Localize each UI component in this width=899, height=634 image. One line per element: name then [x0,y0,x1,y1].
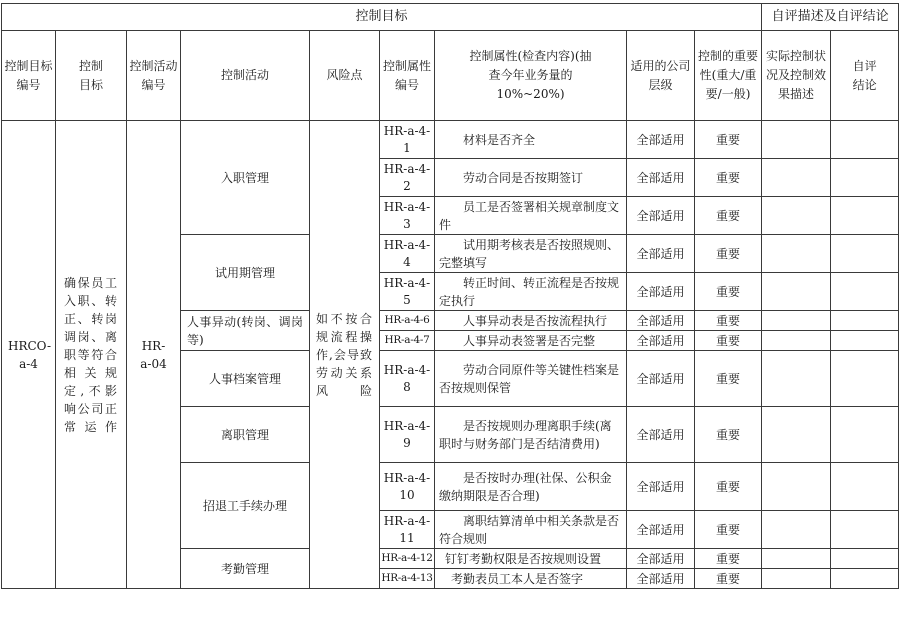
activity-label: 离职管理 [181,407,310,463]
attr-content [435,273,627,311]
scope-cell: 全部适用 [627,407,695,463]
importance-cell: 重要 [695,569,762,589]
table-row [2,121,899,159]
importance-cell: 重要 [695,511,762,549]
actual-status-cell [762,549,831,569]
title-self-eval: 自评描述及自评结论 [762,4,899,31]
actual-status-cell [762,311,831,331]
actual-status-cell [762,463,831,511]
attr-content [435,311,627,331]
title-row [2,4,899,31]
header-actual-status: 实际控制状况及控制效果描述 [762,31,831,121]
attr-code: HR-a-4-5 [380,273,435,311]
self-conclusion-cell [831,197,899,235]
attr-code: HR-a-4-1 [380,121,435,159]
importance-cell: 重要 [695,159,762,197]
attr-code: HR-a-4-8 [380,351,435,407]
attr-content-text: 员工是否签署相关规章制度文件 [439,199,620,232]
attr-code: HR-a-4-7 [380,331,435,351]
self-conclusion-cell [831,463,899,511]
self-conclusion-cell [831,159,899,197]
attr-content-text: 劳动合同原件等关键性档案是否按规则保管 [439,362,620,395]
header-scope: 适用的公司层级 [627,31,695,121]
importance-cell: 重要 [695,463,762,511]
scope-cell: 全部适用 [627,569,695,589]
attr-content-text: 钉钉考勤权限是否按规则设置 [445,551,602,566]
self-conclusion-cell [831,235,899,273]
attr-code: HR-a-4-13 [380,569,435,589]
scope-cell: 全部适用 [627,351,695,407]
scope-cell: 全部适用 [627,311,695,331]
actual-status-cell [762,273,831,311]
attr-content [435,197,627,235]
attr-content [435,351,627,407]
scope-cell: 全部适用 [627,549,695,569]
header-objective: 控制目标 [56,31,127,121]
self-conclusion-cell [831,331,899,351]
attr-code: HR-a-4-6 [380,311,435,331]
scope-cell: 全部适用 [627,273,695,311]
attr-content [435,235,627,273]
attr-code: HR-a-4-4 [380,235,435,273]
self-conclusion-cell [831,311,899,331]
attr-content [435,407,627,463]
activity-label: 入职管理 [181,121,310,235]
header-attr-content: 控制属性(检查内容)(抽查今年业务量的10%~20%) [435,31,627,121]
attr-content-text: 是否按时办理(社保、公积金缴纳期限是否合理) [439,470,612,503]
attr-content-text: 人事异动表签署是否完整 [463,333,596,348]
header-self-conclusion: 自评结论 [831,31,899,121]
title-control-objective: 控制目标 [2,4,762,31]
attr-content-text: 离职结算清单中相关条款是否符合规则 [439,513,620,546]
self-conclusion-cell [831,351,899,407]
self-conclusion-cell [831,121,899,159]
attr-code: HR-a-4-2 [380,159,435,197]
header-activity: 控制活动 [181,31,310,121]
actual-status-cell [762,407,831,463]
internal-control-table [1,3,899,589]
header-importance: 控制的重要性(重大/重要/一般) [695,31,762,121]
header-activity-code: 控制活动编号 [127,31,181,121]
actual-status-cell [762,511,831,549]
self-conclusion-cell [831,407,899,463]
importance-cell: 重要 [695,331,762,351]
activity-label: 人事异动(转岗、调岗等) [181,311,310,351]
activity-label: 人事档案管理 [181,351,310,407]
scope-cell: 全部适用 [627,121,695,159]
self-conclusion-cell [831,549,899,569]
header-row [2,31,899,121]
scope-cell: 全部适用 [627,331,695,351]
attr-code: HR-a-4-12 [380,549,435,569]
attr-content-text: 转正时间、转正流程是否按规定执行 [439,275,620,308]
attr-content-text: 材料是否齐全 [463,132,536,147]
header-attr-code: 控制属性编号 [380,31,435,121]
risk-text: 如不按合规流程操作,会导致劳动关系风险 [310,121,380,589]
header-objective-code: 控制目标编号 [2,31,56,121]
attr-code: HR-a-4-9 [380,407,435,463]
attr-content-text: 是否按规则办理离职手续(离职时与财务部门是否结清费用) [439,418,612,451]
header-risk: 风险点 [310,31,380,121]
attr-content-text: 考勤表员工本人是否签字 [451,571,584,586]
scope-cell: 全部适用 [627,511,695,549]
scope-cell: 全部适用 [627,463,695,511]
attr-code: HR-a-4-11 [380,511,435,549]
attr-content [435,159,627,197]
importance-cell: 重要 [695,549,762,569]
attr-content [435,331,627,351]
activity-label: 试用期管理 [181,235,310,311]
importance-cell: 重要 [695,273,762,311]
attr-content [435,569,627,589]
attr-code: HR-a-4-10 [380,463,435,511]
importance-cell: 重要 [695,351,762,407]
scope-cell: 全部适用 [627,197,695,235]
importance-cell: 重要 [695,311,762,331]
self-conclusion-cell [831,273,899,311]
scope-cell: 全部适用 [627,159,695,197]
activity-label: 考勤管理 [181,549,310,589]
importance-cell: 重要 [695,235,762,273]
actual-status-cell [762,569,831,589]
attr-content [435,463,627,511]
actual-status-cell [762,331,831,351]
self-conclusion-cell [831,511,899,549]
objective-code: HRCO-a-4 [2,121,56,589]
importance-cell: 重要 [695,197,762,235]
importance-cell: 重要 [695,121,762,159]
actual-status-cell [762,197,831,235]
attr-code: HR-a-4-3 [380,197,435,235]
attr-content-text: 人事异动表是否按流程执行 [463,313,608,328]
attr-content [435,549,627,569]
attr-content-text: 试用期考核表是否按照规则、完整填写 [439,237,620,270]
actual-status-cell [762,235,831,273]
activity-code: HR-a-04 [127,121,181,589]
attr-content [435,121,627,159]
self-conclusion-cell [831,569,899,589]
objective-text: 确保员工入职、转正、转岗调岗、离职等符合相关规定,不影响公司正常运作 [56,121,127,589]
actual-status-cell [762,351,831,407]
actual-status-cell [762,121,831,159]
attr-content [435,511,627,549]
actual-status-cell [762,159,831,197]
importance-cell: 重要 [695,407,762,463]
scope-cell: 全部适用 [627,235,695,273]
activity-label: 招退工手续办理 [181,463,310,549]
attr-content-text: 劳动合同是否按期签订 [463,170,584,185]
